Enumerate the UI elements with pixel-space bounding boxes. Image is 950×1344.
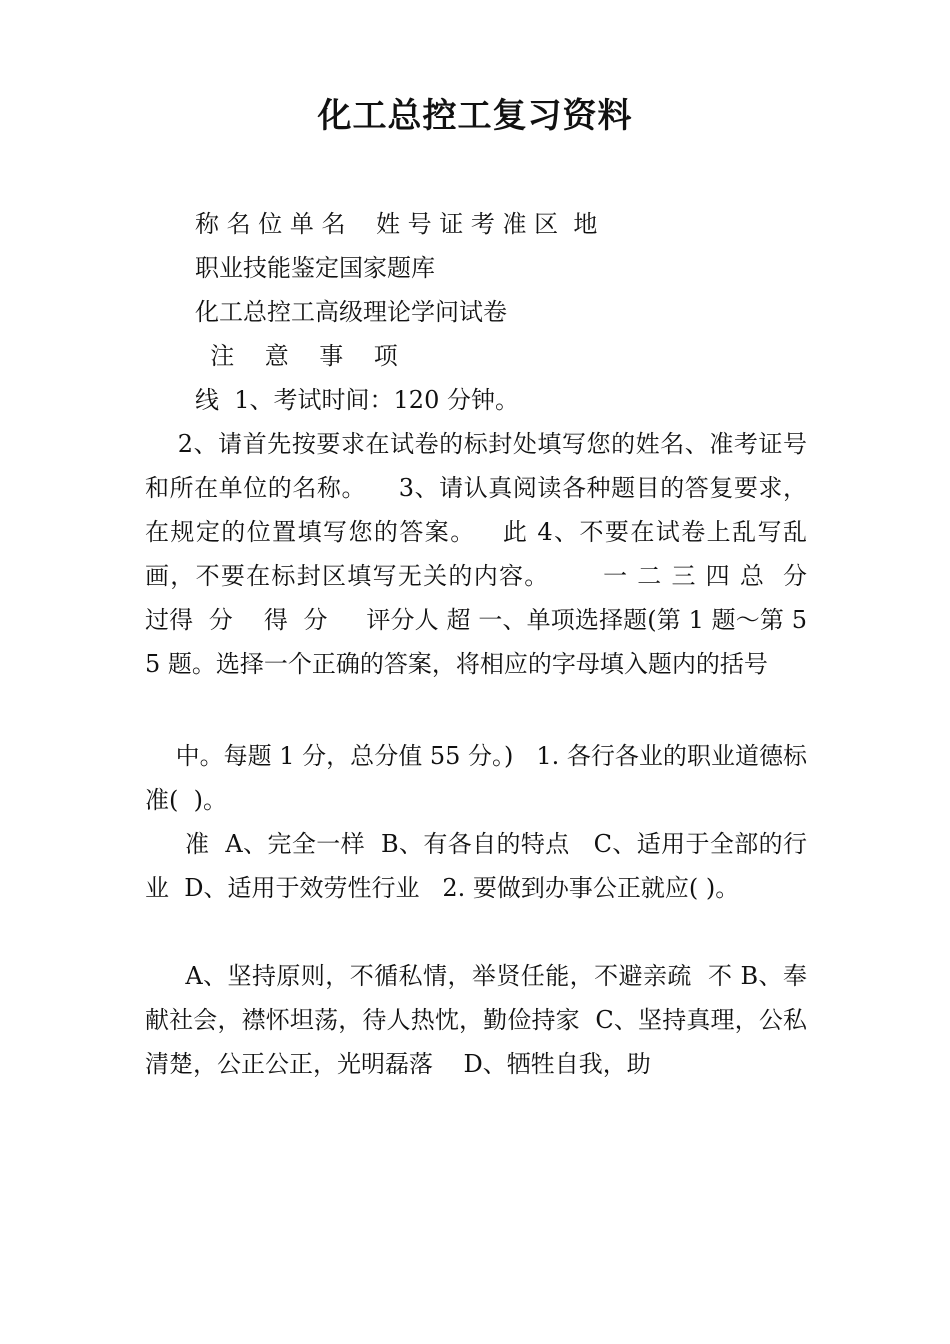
page-title: 化工总控工复习资料 [317, 96, 633, 136]
paragraph-question-2-options: A、坚持原则，不循私情，举贤任能，不避亲疏 不 B、奉献社会，襟怀坦荡，待人热忱，勤俭持家 C、坚持真理，公私清楚，公正公正，光明磊落 D、牺牲自我，助 [145, 962, 807, 1078]
paragraph-question-1-options: 准 A、完全一样 B、有各自的特点 C、适用于全部的行业 D、适用于效劳性行业 2. 要做到办事公正就应( )。 [145, 830, 808, 902]
paragraph-instructions: 2、请首先按要求在试卷的标封处填写您的姓名、准考证号和所在单位的名称。 3、请认真阅读各种题目的答复要求，在规定的位置填写您的答案。 此 4、不要在试卷上乱写乱画，不要在标封区填写无关的内容。 一 二 三 四 总 分 过得 分 得 分 评分人 超 一、单项选择题(第 1 题～第 55 题。选择一个正确的答案，将相应的字母填入题内的括号 [145, 430, 838, 678]
header-line-exam-time: 线 1、考试时间：120 分钟。 [195, 386, 519, 414]
header-line-notice-heading: 注 意 事 项 [195, 342, 398, 370]
header-line-question-bank: 职业技能鉴定国家题库 [195, 254, 435, 282]
paragraph-question-1: 中。每题 1 分，总分值 55 分。) 1. 各行各业的职业道德标准( )。 [145, 742, 807, 814]
header-line-exam-info: 称 名 位 单 名 姓 号 证 考 准 区 地 [195, 210, 598, 238]
header-line-exam-name: 化工总控工高级理论学问试卷 [195, 298, 507, 326]
